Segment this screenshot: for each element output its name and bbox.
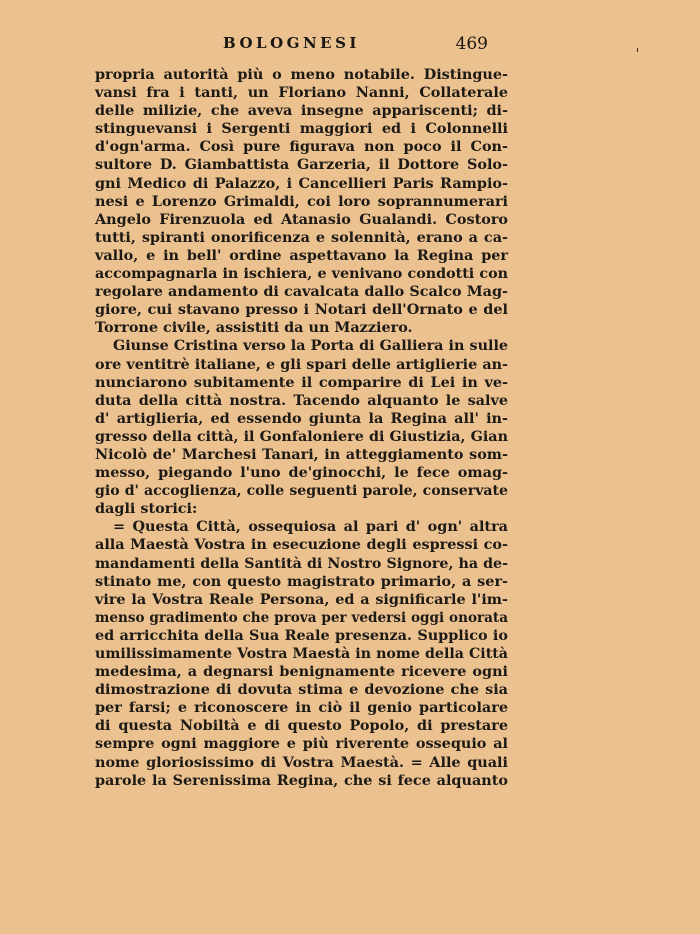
text-line: duta della città nostra. Tacendo alquanto le salve [95,391,508,409]
text-line: = Questa Città, ossequiosa al pari d' ogn' altra [113,518,508,536]
text-line: nesi e Lorenzo Grimaldi, coi loro soprannumerari [95,192,508,210]
text-line: ore ventitrè italiane, e gli spari delle artiglierie an- [95,356,508,373]
text-line: Torrone civile, assistiti da un Mazziero. [95,319,413,337]
text-line: messo, piegando l'uno de'ginocchi, le fece omag- [95,464,508,482]
text-line: stinato me, con questo magistrato primario, a ser- [95,572,508,590]
text-line: parole la Serenissima Regina, che si fece alquanto [95,771,508,789]
text-line: mandamenti della Santità di Nostro Signore, ha de- [95,555,508,572]
text-line: nome gloriosissimo di Vostra Maestà. = Alle quali [95,753,508,771]
text-line: menso gradimento che prova per vedersi oggi onorata [95,609,508,626]
text-line: dimostrazione di dovuta stima e devozione che sia [95,681,508,699]
text-line: d' artiglieria, ed essendo giunta la Regina all' in- [95,409,508,427]
text-line: gni Medico di Palazzo, i Cancellieri Paris Rampio- [95,174,508,192]
body-text [95,66,508,790]
text-line: alla Maestà Vostra in esecuzione degli espressi co- [95,536,508,554]
text-line: medesima, a degnarsi benignamente ricevere ogni [95,663,508,681]
text-line: propria autorità più o meno notabile. Distingue- [95,66,508,83]
ink-speck [637,48,638,52]
text-line: giore, cui stavano presso i Notari dell'Ornato e del [95,301,508,319]
paragraph-3 [95,518,508,789]
text-line: nunciarono subitamente il comparire di Lei in ve- [95,373,508,391]
paragraph-1 [95,66,508,337]
page-number: 469 [455,34,488,54]
text-line: sultore D. Giambattista Garzeria, il Dottore Solo- [95,156,508,174]
text-line: sempre ogni maggiore e più riverente ossequio al [95,735,508,753]
text-line: di questa Nobiltà e di questo Popolo, di prestare [95,717,508,735]
text-line: vallo, e in bell' ordine aspettavano la Regina per [95,246,508,264]
text-line: umilissimamente Vostra Maestà in nome della Città [95,646,508,662]
text-line: stinguevansi i Sergenti maggiori ed i Colonnelli [95,120,508,138]
text-line: d'ogn'arma. Così pure figurava non poco il Con- [95,138,508,156]
text-line: ed arricchita della Sua Reale presenza. Supplico io [95,626,508,644]
text-line: tutti, spiranti onorificenza e solennità, erano a ca- [95,228,508,246]
text-line: dagli storici: [95,500,198,518]
text-line: vire la Vostra Reale Persona, ed a significarle l'im- [95,590,508,608]
text-line: Nicolò de' Marchesi Tanari, in atteggiamento som- [95,445,508,463]
text-line: gresso della città, il Gonfaloniere di Giustizia, Gian [95,428,508,445]
text-line: Giunse Cristina verso la Porta di Galliera in sulle [113,338,508,355]
text-line: regolare andamento di cavalcata dallo Scalco Mag- [95,283,508,301]
text-line: gio d' accoglienza, colle seguenti parole, conservate [95,483,508,500]
paragraph-2 [95,337,508,518]
text-line: delle milizie, che aveva insegne appariscenti; di- [95,102,508,120]
text-line: accompagnarla in ischiera, e venivano condotti con [95,266,508,283]
running-head [95,34,510,58]
running-title: BOLOGNESI [223,34,360,52]
text-line: per farsi; e riconoscere in ciò il genio particolare [95,699,508,717]
text-line: Angelo Firenzuola ed Atanasio Gualandi. Costoro [95,210,508,228]
text-line: vansi fra i tanti, un Floriano Nanni, Collaterale [95,84,508,102]
